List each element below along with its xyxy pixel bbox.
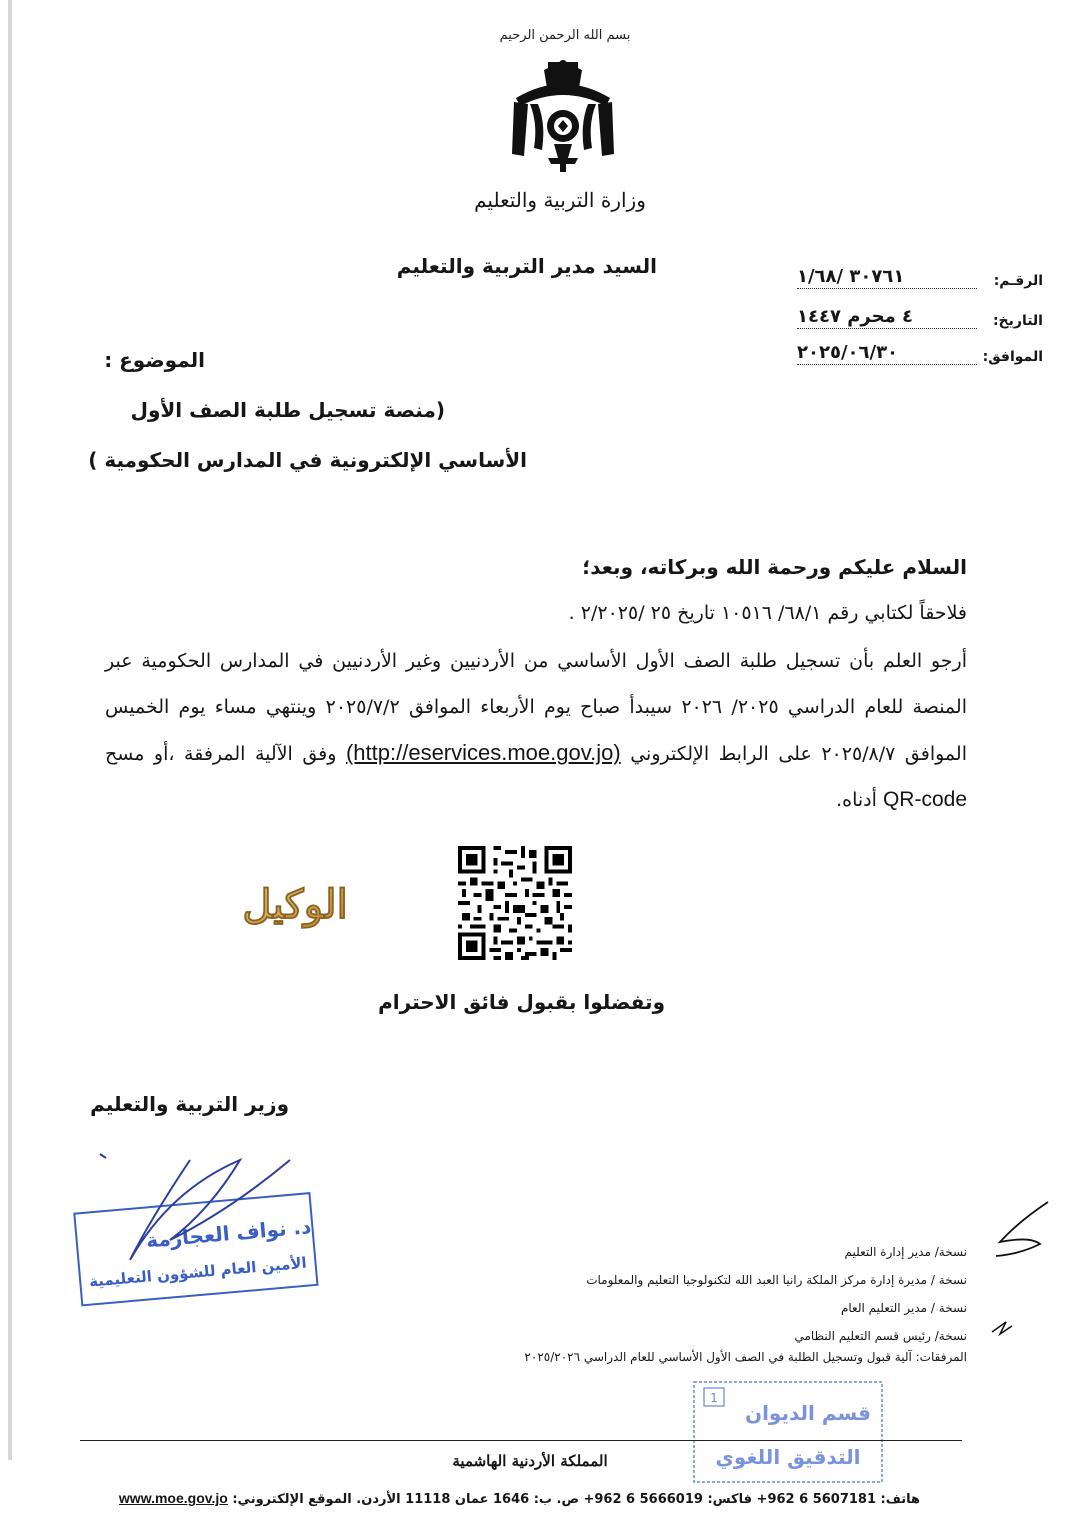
footer-divider bbox=[80, 1440, 962, 1441]
reference-label: الرقـم: bbox=[993, 273, 1043, 289]
footer-contact bbox=[118, 1490, 920, 1507]
footer-contact-text: هاتف: 5607181 6 962+ فاكس: 5666019 6 962+ ص. ب: 1646 عمان 11118 الأردن. الموقع الإلكتروني: bbox=[232, 1492, 920, 1507]
subject-line-2: الأساسي الإلكترونية في المدارس الحكومية ) bbox=[88, 448, 527, 472]
diwan-stamp bbox=[688, 1378, 888, 1488]
eservices-link[interactable]: (http://eservices.moe.gov.jo) bbox=[345, 740, 621, 765]
alwakeel-watermark-logo bbox=[240, 852, 350, 952]
royal-crown-emblem-icon bbox=[508, 58, 618, 173]
copy-item: نسخة/ رئيس قسم التعليم النظامي bbox=[794, 1329, 967, 1343]
watermark-text: الوكيل bbox=[242, 881, 348, 928]
basmala: بسم الله الرحمن الرحيم bbox=[499, 28, 631, 43]
gregorian-date-label: الموافق: bbox=[982, 349, 1043, 365]
previous-letter-reference: فلاحقاً لكتابي رقم ٦٨/١/ ١٠٥١٦ تاريخ ٢٥ /٢/٢٠٢٥ . bbox=[568, 602, 967, 624]
attachments: المرفقات: آلية قبول وتسجيل الطلبة في الصف الأول الأساسي للعام الدراسي ٢٠٢٥/٢٠٢٦ bbox=[524, 1350, 967, 1364]
hijri-date-label: التاريخ: bbox=[992, 313, 1043, 329]
qr-code-label: QR-code bbox=[882, 788, 967, 811]
subject-label: الموضوع : bbox=[104, 348, 205, 372]
minister-title: وزير التربية والتعليم bbox=[90, 1092, 289, 1116]
copy-item: نسخة / مدير التعليم العام bbox=[840, 1301, 967, 1315]
initials-mark bbox=[978, 1196, 1058, 1346]
ministry-name: وزارة التربية والتعليم bbox=[474, 188, 646, 212]
copy-item: نسخة / مديرة إدارة مركز الملكة رانيا العبد الله لتكنولوجيا التعليم والمعلومات bbox=[586, 1273, 967, 1287]
paragraph-end-text: أدناه. bbox=[836, 789, 877, 811]
footer-kingdom: المملكة الأردنية الهاشمية bbox=[452, 1452, 608, 1470]
hijri-date-value: ٤ محرم ١٤٤٧ bbox=[797, 306, 977, 329]
hijri-date-row bbox=[743, 306, 1043, 329]
diwan-stamp-line2: التدقيق اللغوي bbox=[715, 1445, 861, 1469]
scan-edge bbox=[8, 0, 12, 1460]
addressee: السيد مدير التربية والتعليم bbox=[396, 254, 657, 278]
main-paragraph bbox=[105, 638, 967, 823]
qr-code[interactable] bbox=[458, 846, 572, 960]
diwan-stamp-line1: قسم الديوان bbox=[745, 1401, 871, 1425]
gregorian-date-value: ٢٠٢٥/٠٦/٣٠ bbox=[797, 342, 977, 365]
gregorian-date-row bbox=[743, 342, 1043, 365]
paragraph-tail-text: وفق الآلية المرفقة ،أو مسح bbox=[105, 743, 337, 765]
main-paragraph-text: أرجو العلم بأن تسجيل طلبة الصف الأول الأساسي من الأردنيين وغير الأردنيين في المدارس الحكومية عبر المنصة للعام الدراسي ٢٠٢٥/ ٢٠٢٦ سيبدأ صباح يوم الأربعاء الموافق ٢٠٢٥/٧/٢ وينتهي مساء يوم الخميس الموافق ٢٠٢٥/٨/٧ على الرابط الإلكتروني bbox=[105, 650, 967, 765]
copy-item: نسخة/ مدير إدارة التعليم bbox=[844, 1245, 967, 1259]
copies-list bbox=[586, 1238, 967, 1350]
reference-number-row bbox=[743, 266, 1043, 289]
stamp-title: الأمين العام للشؤون التعليمية bbox=[88, 1253, 308, 1291]
diwan-stamp-number: 1 bbox=[710, 1391, 718, 1405]
stamp-name: د. نواف العجارمة bbox=[145, 1214, 313, 1253]
reference-value: ٣٠٧٦١ /١/٦٨ bbox=[797, 266, 977, 289]
subject-line-1: (منصة تسجيل طلبة الصف الأول bbox=[130, 398, 445, 422]
closing-phrase: وتفضلوا بقبول فائق الاحترام bbox=[378, 990, 665, 1014]
greeting: السلام عليكم ورحمة الله وبركاته، وبعد؛ bbox=[582, 555, 967, 579]
footer-website-link[interactable]: www.moe.gov.jo bbox=[118, 1490, 228, 1506]
signature-stamp bbox=[70, 1140, 350, 1310]
